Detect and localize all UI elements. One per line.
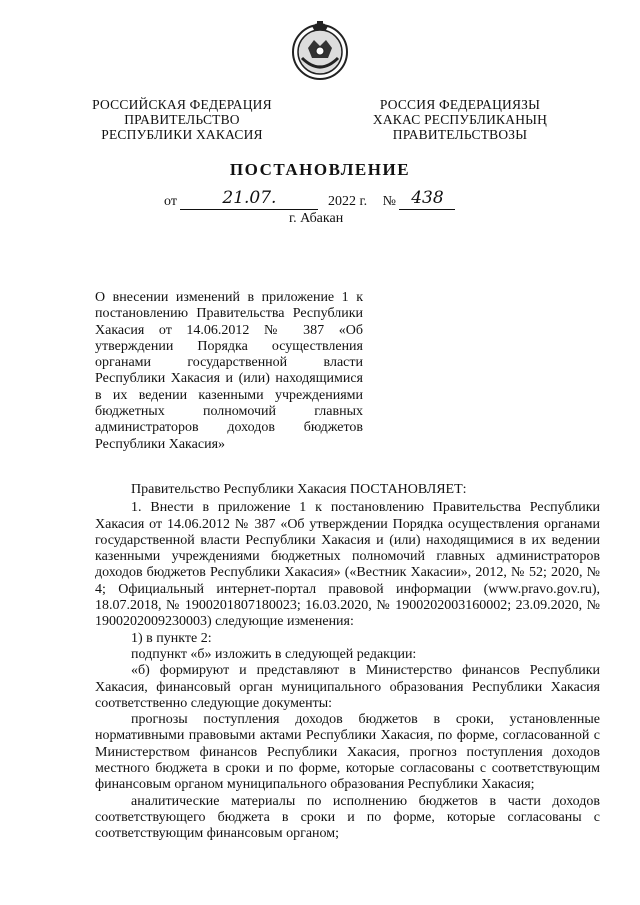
document-body (95, 482, 600, 843)
date-field (180, 188, 318, 210)
body-paragraph: 1. Внести в приложение 1 к постановлению Правительства Республики Хакасия от 14.06.2012 № 387 «Об утверждении Порядка осуществления органами государственной власти Республики Хакасия и (или) находящимися в их ведении казенными учреждениями бюджетных полномочий главных администраторов доходов бюджетов Республики Хакасия» («Вестник Хакасии», 2012, № 52; 2020, № 4; Официальный интернет-портал правовой информации (www.pravo.gov.ru), 18.07.2018, № 1900201807180023; 16.03.2020, № 1900202003160002; 23.09.2020, № 1900202009230003) следующие изменения: (95, 500, 600, 630)
year-text: 2022 г. (327, 194, 368, 209)
number-prefix: № (382, 194, 396, 209)
number-handwritten: 438 (411, 188, 444, 208)
body-paragraph: Правительство Республики Хакасия ПОСТАНОВЛЯЕТ: (131, 482, 467, 497)
header-left-line: РЕСПУБЛИКИ ХАКАСИЯ (101, 127, 263, 142)
header-right-line: ПРАВИТЕЛЬСТВОЗЫ (392, 127, 528, 142)
date-prefix: от (164, 194, 177, 209)
body-paragraph: аналитические материалы по исполнению бюджетов в части доходов соответствующего бюджета в сроки и по форме, которые согласованы с соответствующим финансовым органом; (95, 793, 600, 842)
header-khakas (360, 97, 560, 142)
number-field (399, 188, 455, 210)
body-paragraph: «б) формируют и представляют в Министерство финансов Республики Хакасия, финансовый орган муниципального образования Республики Хакасия соответственно следующие документы: (95, 663, 600, 711)
date-handwritten: 21.07. (222, 188, 277, 208)
header-right-line: РОССИЯ ФЕДЕРАЦИЯЗЫ (379, 97, 541, 112)
body-paragraph: 1) в пункте 2: (131, 630, 212, 646)
body-paragraph: подпункт «б» изложить в следующей редакции: (131, 646, 417, 662)
date-number-line (164, 188, 455, 210)
header-left-line: РОССИЙСКАЯ ФЕДЕРАЦИЯ (92, 97, 272, 112)
document-subject: О внесении изменений в приложение 1 к постановлению Правительства Республики Хакасия от 14.06.2012 № 387 «Об утверждении Порядка осуществления органами государственной власти Республики Хакасия и (или) находящимися в их ведении казенными учреждениями бюджетных полномочий главных администраторов доходов бюджетов Республики Хакасия» (95, 290, 363, 452)
header-russian (82, 97, 282, 142)
coat-of-arms-emblem (288, 18, 352, 82)
body-paragraph: прогнозы поступления доходов бюджетов в сроки, установленные нормативными правовыми актами Республики Хакасия, по форме, согласованной с Министерством финансов Республики Хакасия, прогноз поступления доходов местного бюджета в сроки и по форме, которые согласованы с соответствующим финансовым органом муниципального образования Республики Хакасия; (95, 712, 600, 793)
header-right-line: ХАКАС РЕСПУБЛИКАНЫҢ (372, 112, 548, 127)
city-label: г. Абакан (289, 211, 344, 226)
document-title: ПОСТАНОВЛЕНИЕ (229, 160, 411, 179)
header-left-line: ПРАВИТЕЛЬСТВО (124, 112, 240, 127)
